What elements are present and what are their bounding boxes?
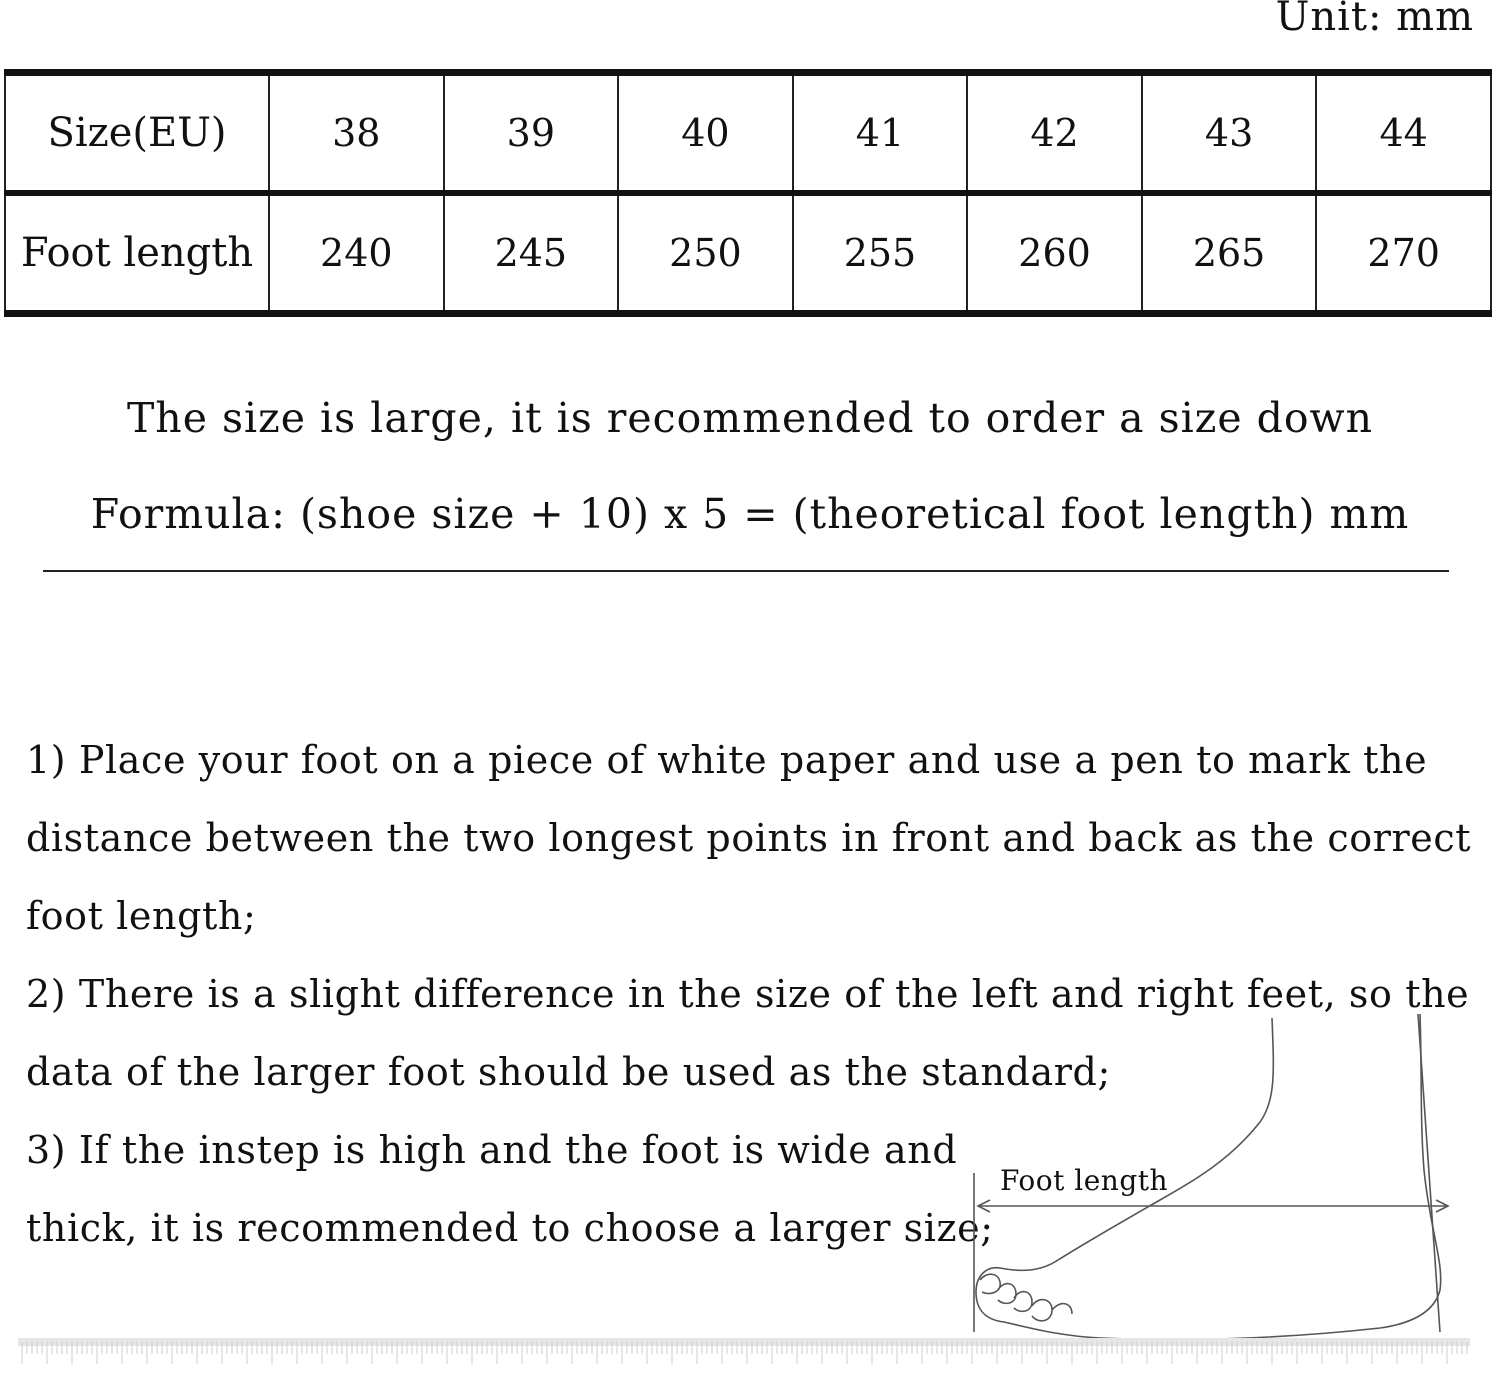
size-cell: 39 [444,73,619,194]
divider [43,570,1449,572]
length-cell: 255 [793,193,968,314]
size-cell: 44 [1316,73,1491,194]
size-cell: 43 [1142,73,1317,194]
diagram-label: Foot length [1000,1164,1169,1197]
length-cell: 265 [1142,193,1317,314]
instruction-line: data of the larger foot should be used as the standard; [26,1050,1111,1094]
instruction-line: distance between the two longest points in front and back as the correct [26,816,1472,860]
length-cell: 240 [269,193,444,314]
length-cell: 250 [618,193,793,314]
size-cell: 38 [269,73,444,194]
length-cell: 260 [967,193,1142,314]
size-recommendation: The size is large, it is recommended to order a size down [126,394,1374,442]
instruction-line: 1) Place your foot on a piece of white paper and use a pen to mark the [26,738,1428,782]
size-row [5,73,1491,194]
instruction-line: 3) If the instep is high and the foot is wide and [26,1128,958,1172]
size-cell: 41 [793,73,968,194]
length-row [5,193,1491,314]
size-row-header: Size(EU) [5,73,269,194]
size-cell: 40 [618,73,793,194]
instruction-line: foot length; [26,894,257,938]
length-row-header: Foot length [5,193,269,314]
unit-label: Unit: mm [1275,0,1474,40]
ruler-graphic [18,1338,1470,1368]
size-formula: Formula: (shoe size + 10) x 5 = (theoretical foot length) mm [90,490,1410,538]
length-cell: 245 [444,193,619,314]
instruction-line: thick, it is recommended to choose a larger size; [26,1206,994,1250]
instruction-line: 2) There is a slight difference in the size of the left and right feet, so the [26,972,1470,1016]
size-cell: 42 [967,73,1142,194]
length-cell: 270 [1316,193,1491,314]
size-chart-table [4,69,1492,317]
